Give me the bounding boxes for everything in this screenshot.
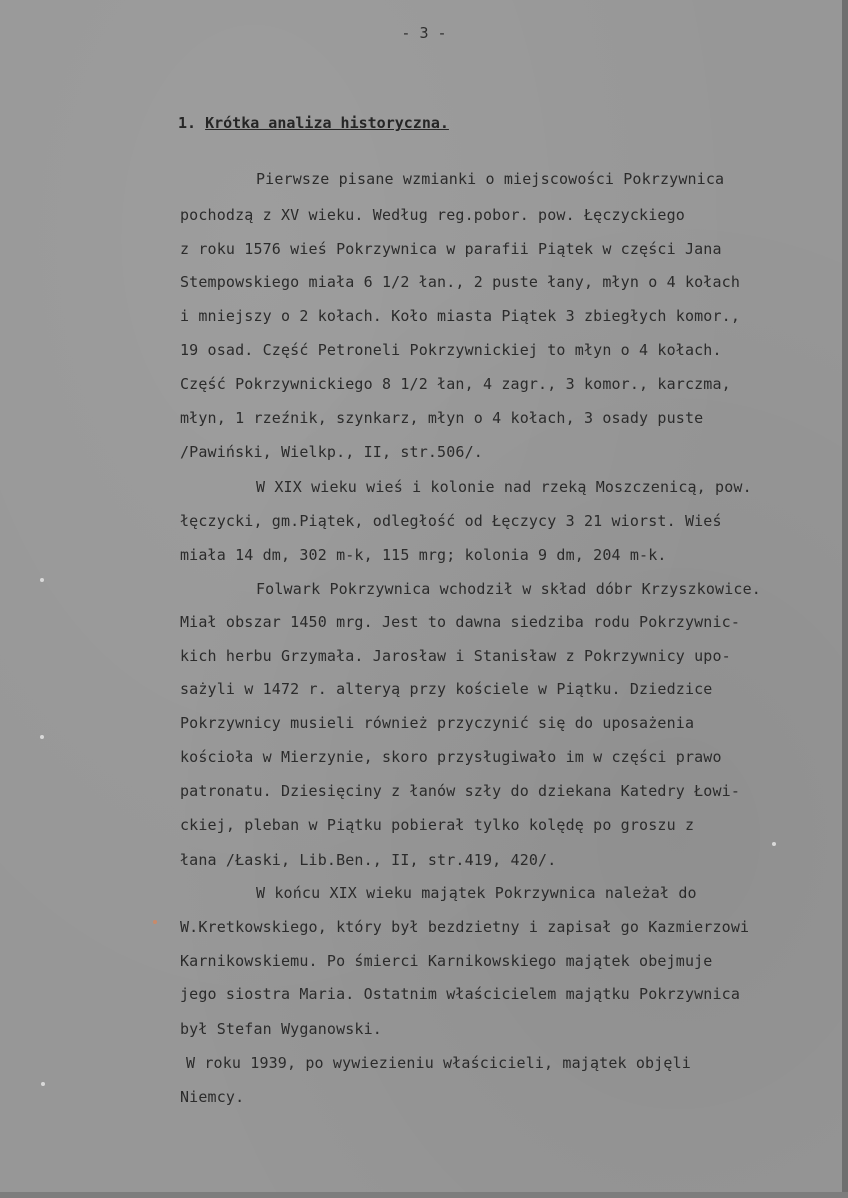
- paper-speck: [41, 1082, 45, 1086]
- text-line: Pierwsze pisane wzmianki o miejscowości Pokrzywnica: [256, 170, 725, 188]
- page-bottom-edge: [0, 1192, 848, 1198]
- text-line: Niemcy.: [180, 1088, 245, 1106]
- text-line: patronatu. Dziesięciny z łanów szły do dziekana Katedry Łowi-: [180, 782, 741, 800]
- text-line: Miał obszar 1450 mrg. Jest to dawna siedziba rodu Pokrzywnic-: [180, 613, 741, 631]
- text-line: Folwark Pokrzywnica wchodził w skład dóbr Krzyszkowice.: [256, 580, 761, 598]
- text-line: Pokrzywnicy musieli również przyczynić się do uposażenia: [180, 714, 695, 732]
- text-line: łana /Łaski, Lib.Ben., II, str.419, 420/.: [180, 851, 557, 869]
- text-line: miała 14 dm, 302 m-k, 115 mrg; kolonia 9 dm, 204 m-k.: [180, 546, 667, 564]
- text-line: kich herbu Grzymała. Jarosław i Stanisław z Pokrzywnicy upo-: [180, 647, 731, 665]
- text-line: kościoła w Mierzynie, skoro przysługiwało im w części prawo: [180, 748, 722, 766]
- text-line: młyn, 1 rzeźnik, szynkarz, młyn o 4 kołach, 3 osady puste: [180, 409, 704, 427]
- section-number: 1.: [178, 114, 197, 132]
- text-line: 19 osad. Część Petroneli Pokrzywnickiej to młyn o 4 kołach.: [180, 341, 722, 359]
- text-line: z roku 1576 wieś Pokrzywnica w parafii Piątek w części Jana: [180, 240, 722, 258]
- text-line: /Pawiński, Wielkp., II, str.506/.: [180, 443, 483, 461]
- paper-speck: [40, 578, 44, 582]
- section-heading: [178, 114, 449, 132]
- paper-speck: [772, 842, 776, 846]
- text-line: sażyli w 1472 r. alteryą przy kościele w Piątku. Dziedzice: [180, 680, 713, 698]
- page-number: - 3 -: [401, 24, 447, 42]
- paper-speck: [153, 920, 157, 924]
- text-line: i mniejszy o 2 kołach. Koło miasta Piątek 3 zbiegłych komor.,: [180, 307, 741, 325]
- text-line: pochodzą z XV wieku. Według reg.pobor. pow. Łęczyckiego: [180, 206, 685, 224]
- section-title: Krótka analiza historyczna.: [205, 114, 449, 132]
- text-line: ckiej, pleban w Piątku pobierał tylko kolędę po groszu z: [180, 816, 695, 834]
- text-line: W.Kretkowskiego, który był bezdzietny i zapisał go Kazmierzowi: [180, 918, 750, 936]
- text-line: jego siostra Maria. Ostatnim właścicielem majątku Pokrzywnica: [180, 985, 741, 1003]
- text-line: łęczycki, gm.Piątek, odległość od Łęczycy 3 21 wiorst. Wieś: [180, 512, 722, 530]
- text-line: Stempowskiego miała 6 1/2 łan., 2 puste łany, młyn o 4 kołach: [180, 273, 741, 291]
- text-line: Część Pokrzywnickiego 8 1/2 łan, 4 zagr., 3 komor., karczma,: [180, 375, 731, 393]
- text-line: W roku 1939, po wywiezieniu właścicieli, majątek objęli: [186, 1054, 691, 1072]
- page-edge-shadow: [842, 0, 848, 1198]
- text-line: był Stefan Wyganowski.: [180, 1020, 382, 1038]
- paper-speck: [40, 735, 44, 739]
- text-line: W końcu XIX wieku majątek Pokrzywnica należał do: [256, 884, 697, 902]
- text-line: W XIX wieku wieś i kolonie nad rzeką Moszczenicą, pow.: [256, 478, 752, 496]
- text-line: Karnikowskiemu. Po śmierci Karnikowskiego majątek obejmuje: [180, 952, 713, 970]
